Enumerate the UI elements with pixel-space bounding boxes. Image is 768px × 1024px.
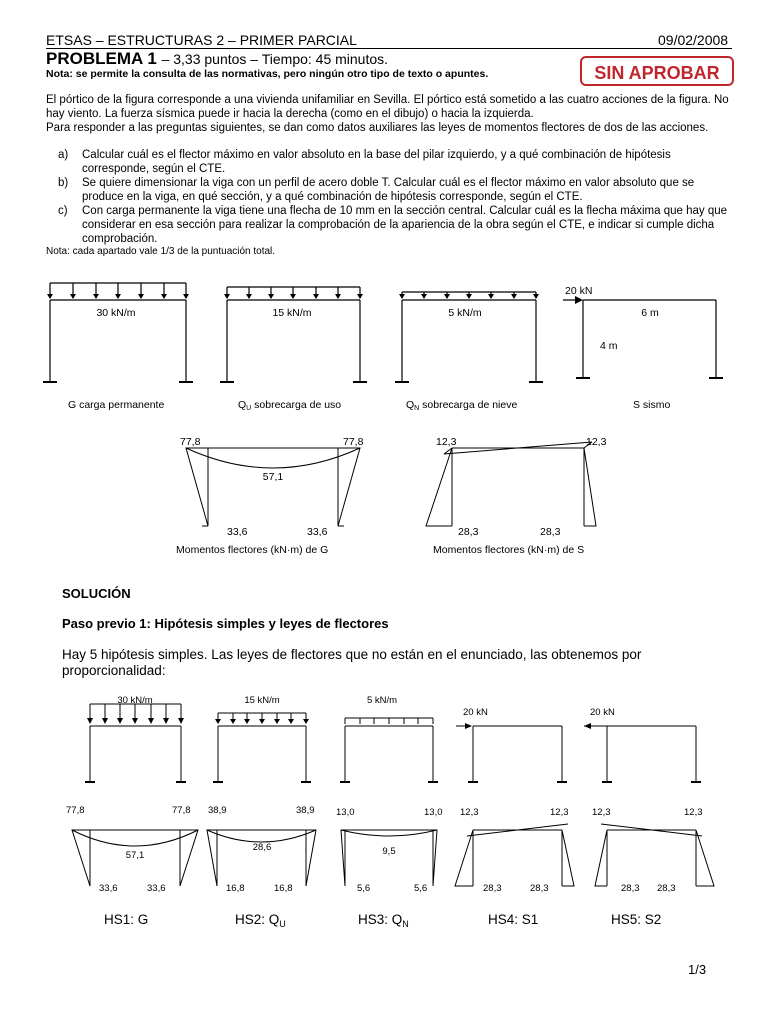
hs3-label: HS3: $Q_N$ (358, 912, 409, 929)
g-left-top-moment: 77,8 (180, 436, 201, 448)
hs5-frame (584, 726, 701, 782)
frame-qu (220, 287, 367, 382)
exam-date: 09/02/2008 (658, 32, 729, 48)
g-load-label: 30 kN/m (96, 307, 136, 319)
moment-diagram-g (186, 448, 360, 526)
hs3-base-left: 5,6 (357, 883, 371, 894)
s-right-top-moment: 12,3 (586, 436, 607, 448)
hs5-arrow-head (584, 723, 591, 729)
hs5-base-right: 28,3 (657, 883, 676, 894)
hs4-base-left: 28,3 (483, 883, 502, 894)
hs3-top-right: 13,0 (424, 807, 443, 818)
qn-load-label: 5 kN/m (448, 307, 482, 319)
step-heading: Paso previo 1: Hipótesis simples y leyes de flectores (62, 616, 389, 631)
s-right-base-moment: 28,3 (540, 526, 561, 538)
hs5-load-label: 20 kN (590, 707, 615, 718)
question-b-text: Se quiere dimensionar la viga con un perfil de acero doble T. Calcular cuál es el flector máximo en valor absoluto que se produce en la viga, en qué sección, y a qué combinación de hipótesis corresponde, según el CTE. (82, 177, 695, 203)
g-mid-moment: 57,1 (262, 471, 284, 483)
g-right-top-moment: 77,8 (343, 436, 364, 448)
question-c (58, 204, 734, 245)
s-caption: S sismo (633, 399, 671, 411)
solution-heading: SOLUCIÓN (62, 586, 131, 601)
hs1-load-label: 30 kN/m (117, 695, 153, 706)
question-a-text: Calcular cuál es el flector máximo en valor absoluto en la base del pilar izquierdo, y a qué combinación de hipótesis corresponde, según el CTE. (82, 149, 671, 175)
s-left-top-moment: 12,3 (436, 436, 457, 448)
problem-title-text: PROBLEMA 1 (46, 49, 157, 68)
question-b (58, 176, 734, 203)
hs2-label: HS2: $Q_U$ (235, 912, 286, 929)
hs4-top-left: 12,3 (460, 807, 479, 818)
qn-caption: QN sobrecarga de nieve (406, 399, 518, 412)
moment-diagram-s (426, 442, 596, 526)
problem-subtitle: – 3,33 puntos – Tiempo: 45 minutos. (161, 51, 389, 67)
hs3-base-right: 5,6 (414, 883, 428, 894)
qu-caption: QU sobrecarga de uso (238, 399, 342, 412)
hs5-top-left: 12,3 (592, 807, 611, 818)
hs4-frame (456, 726, 567, 782)
statement-paragraph-1: El pórtico de la figura corresponde a una vivienda unifamiliar en Sevilla. El pórtico está sometido a las cuatro acciones de la figura. No hay viento. La fuerza sísmica puede ir hacia la derecha (como en el dibujo) o hacia la izquierda. (46, 94, 729, 120)
hs1-base-right: 33,6 (147, 883, 166, 894)
page-number: 1/3 (688, 962, 707, 977)
s-diagram-caption: Momentos flectores (kN·m) de S (433, 544, 585, 556)
hs2-mid: 28,6 (252, 842, 272, 853)
hs1-frame (85, 704, 186, 782)
statement-paragraph-2: Para responder a las preguntas siguientes, se dan como datos auxiliares las leyes de momentos flectores de dos de las acciones. (46, 122, 709, 134)
qu-load-label: 15 kN/m (272, 307, 312, 319)
hs4-label: HS4: S1 (488, 912, 539, 927)
question-b-label: b) (58, 177, 69, 189)
question-c-text: Con carga permanente la viga tiene una flecha de 10 mm en la sección central. Calcular cuál es la flecha máxima que hay que considerar en esa sección para realizar la comprobación de la apariencia de la obra según el CTE, e indicar si cumple dicha comprobación. (82, 205, 728, 245)
hs2-base-right: 16,8 (274, 883, 293, 894)
hs3-frame (340, 718, 438, 782)
g-diagram-caption: Momentos flectores (kN·m) de G (176, 544, 329, 556)
scoring-note: Nota: cada apartado vale 1/3 de la puntuación total. (46, 246, 276, 257)
hs4-arrow-head (465, 723, 472, 729)
question-c-label: c) (58, 205, 68, 217)
hs1-base-left: 33,6 (99, 883, 118, 894)
hs2-load-label: 15 kN/m (244, 695, 280, 706)
g-left-base-moment: 33,6 (227, 526, 248, 538)
hs5-moment-diagram (595, 824, 714, 886)
span-label: 6 m (641, 307, 659, 319)
fail-stamp: SIN APROBAR (580, 56, 734, 86)
question-a (58, 148, 734, 175)
hs1-label: HS1: G (104, 912, 149, 927)
hypotheses-figure (0, 690, 768, 930)
hs5-label: HS5: S2 (611, 912, 662, 927)
hs5-top-right: 12,3 (684, 807, 703, 818)
hs1-top-left: 77,8 (66, 805, 85, 816)
hs4-top-right: 12,3 (550, 807, 569, 818)
hs3-moment-diagram (341, 830, 437, 886)
height-label: 4 m (600, 340, 618, 352)
question-a-label: a) (58, 149, 69, 161)
hs3-load-label: 5 kN/m (366, 695, 398, 706)
hs2-top-right: 38,9 (296, 805, 315, 816)
hs4-moment-diagram (455, 824, 574, 886)
solution-text: Hay 5 hipótesis simples. Las leyes de flectores que no están en el enunciado, las obtenemos por proporcionalidad: (62, 647, 642, 678)
hs2-top-left: 38,9 (208, 805, 227, 816)
hs3-mid: 9,5 (382, 846, 396, 857)
hs4-base-right: 28,3 (530, 883, 549, 894)
problem-title (46, 49, 388, 69)
s-left-base-moment: 28,3 (458, 526, 479, 538)
load-cases-figure (0, 270, 768, 420)
frame-qn (395, 292, 543, 382)
seismic-arrow-head (575, 296, 583, 304)
problem-note: Nota: se permite la consulta de las normativas, pero ningún otro tipo de texto o apuntes. (46, 68, 489, 80)
s-force-label: 20 kN (565, 285, 593, 297)
hs4-load-label: 20 kN (463, 707, 488, 718)
hs1-top-right: 77,8 (172, 805, 191, 816)
g-right-base-moment: 33,6 (307, 526, 328, 538)
course-header: ETSAS – ESTRUCTURAS 2 – PRIMER PARCIAL (46, 32, 357, 48)
hs1-mid: 57,1 (125, 850, 145, 861)
hs3-top-left: 13,0 (336, 807, 355, 818)
moment-diagrams-figure (0, 428, 768, 563)
hs2-base-left: 16,8 (226, 883, 245, 894)
g-caption: G carga permanente (68, 399, 165, 411)
hs2-moment-diagram (207, 830, 316, 886)
hs5-base-left: 28,3 (621, 883, 640, 894)
